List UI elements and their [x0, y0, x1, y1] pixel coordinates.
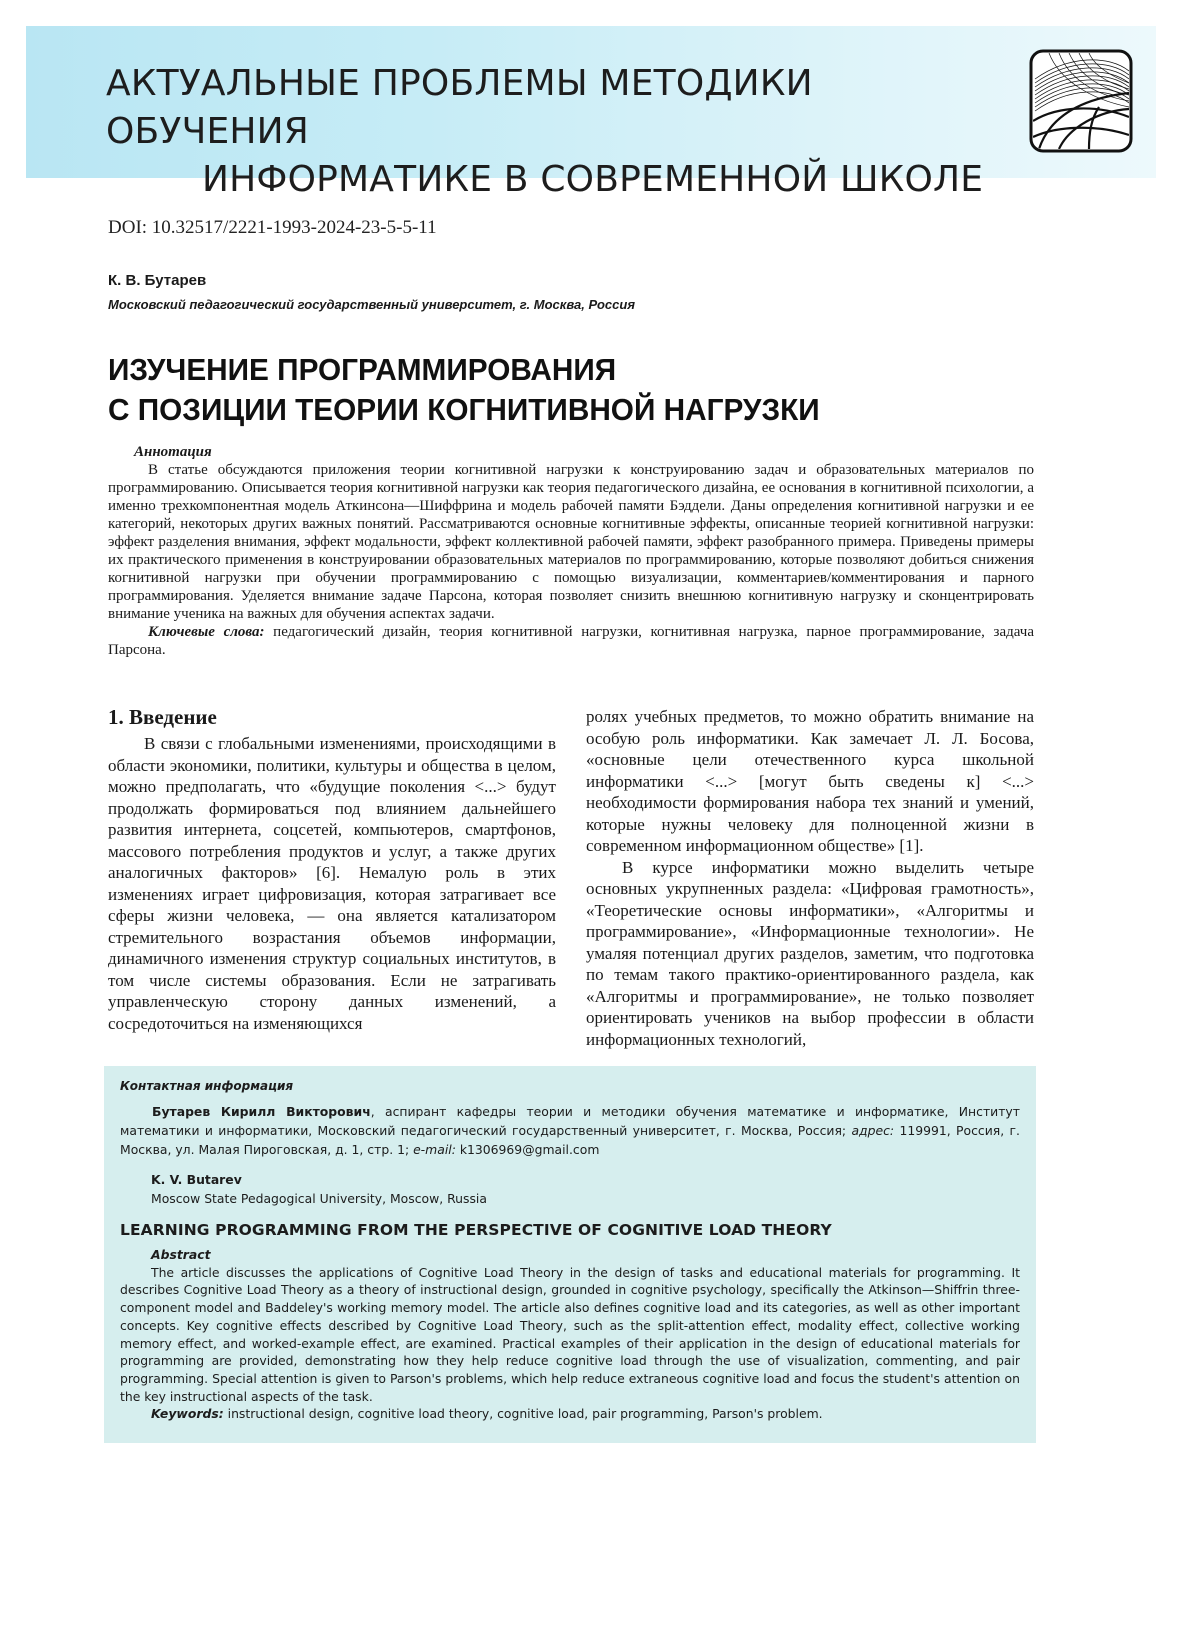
article-title-line2: С ПОЗИЦИИ ТЕОРИИ КОГНИТИВНОЙ НАГРУЗКИ — [108, 392, 820, 427]
en-author: K. V. Butarev — [151, 1172, 242, 1187]
body-paragraph: В связи с глобальными изменениями, происходящими в области экономики, политики, культуры и общества в целом, можно предполагать, что «будущие поколения <...> будут продолжать формироваться под влиянием дальнейшего развития интернета, соцсетей, компьютеров, смартфонов, массового потребления продуктов и услуг, а также других аналогичных факторов» [6]. Немалую роль в этих изменениях играет цифровизация, которая затрагивает все сферы жизни человека, — она является катализатором стремительного возрастания объемов информации, динамичного изменения структур социальных институтов, в том числе системы образования. Если не затрагивать управленческую сторону данных изменений, а сосредоточиться на изменяющихся — [108, 734, 556, 1033]
en-abstract — [120, 1246, 1020, 1423]
journal-title — [106, 60, 1006, 204]
abstract-heading: Аннотация — [134, 444, 212, 460]
journal-title-line1: АКТУАЛЬНЫЕ ПРОБЛЕМЫ МЕТОДИКИ ОБУЧЕНИЯ — [106, 63, 813, 152]
en-abstract-text: The article discusses the applications of Cognitive Load Theory in the design of tasks and educational materials for programming. It describes Cognitive Load Theory as a theory of instructional design, grounded in cognitive psychology, specifically the Atkinson—Shiffrin three-component model and Baddeley's working memory model. The article also defines cognitive load and its categories, as well as other important concepts. Key cognitive effects described by Cognitive Load Theory, such as the split-attention effect, modality effect, collective working memory effect, and worked-example effect, are examined. Practical examples of their application in the design of educational materials for programming are provided, demonstrating how they help reduce cognitive load through the use of visualization, commenting, and pair programming. Special attention is given to Parson's problems, which help reduce extraneous cognitive load and focus the student's attention on the key instructional aspects of the task. — [120, 1264, 1020, 1404]
abstract — [108, 443, 1034, 659]
body-paragraph: ролях учебных предметов, то можно обратить внимание на особую роль информатики. Как замечает Л. Л. Босова, «основные цели отечественного курса школьной информатики <...> [могут быть сведены к] <...> необходимости формирования набора тех знаний и умений, которые нужны человеку для полноценной жизни в современном информационном обществе» [1]. — [586, 707, 1034, 855]
en-affiliation: Moscow State Pedagogical University, Moscow, Russia — [151, 1191, 487, 1206]
affiliation: Московский педагогический государственный университет, г. Москва, Россия — [108, 297, 635, 312]
body-left-column — [108, 733, 556, 1034]
contact-body — [120, 1102, 1020, 1159]
keywords-label: Ключевые слова: — [148, 624, 265, 640]
globe-grid-icon — [1029, 49, 1133, 153]
contact-details — [120, 1102, 1020, 1159]
contact-address: 119991, Россия, г. Москва, ул. Малая Пироговская, д. 1, стр. 1; — [120, 1123, 1020, 1157]
section-heading: 1. Введение — [108, 705, 217, 729]
en-abstract-heading: Abstract — [151, 1247, 211, 1262]
author: К. В. Бутарев — [108, 272, 207, 289]
contact-heading: Контактная информация — [120, 1079, 294, 1093]
article-title-line1: ИЗУЧЕНИЕ ПРОГРАММИРОВАНИЯ — [108, 352, 617, 387]
en-keywords-text: instructional design, cognitive load theory, cognitive load, pair programming, Parson's problem. — [223, 1406, 823, 1422]
body-paragraph: В курсе информатики можно выделить четыре основных укрупненных раздела: «Цифровая грамотность», «Теоретические основы информатики», «Алгоритмы и программирование», «Информационные технологии». Не умаляя потенциал других разделов, заметим, что подготовка по темам такого практико-ориентированного раздела, как «Алгоритмы и программирование», не только позволяет ориентировать учеников на выбор профессии в области информационных технологий, — [586, 857, 1034, 1049]
contact-info-box — [104, 1066, 1036, 1443]
address-label: адрес: — [851, 1123, 895, 1138]
keywords-text: педагогический дизайн, теория когнитивной нагрузки, когнитивная нагрузка, парное программирование, задача Парсона. — [108, 624, 1034, 658]
journal-title-line2: ИНФОРМАТИКЕ В СОВРЕМЕННОЙ ШКОЛЕ — [202, 159, 984, 200]
doi: DOI: 10.32517/2221-1993-2024-23-5-5-11 — [108, 217, 437, 238]
en-title: LEARNING PROGRAMMING FROM THE PERSPECTIVE OF COGNITIVE LOAD THEORY — [120, 1221, 832, 1239]
en-keywords-label: Keywords: — [151, 1406, 224, 1422]
email-label: e-mail: — [413, 1142, 456, 1157]
journal-banner — [26, 26, 1156, 200]
article-title — [108, 350, 972, 430]
contact-position: , аспирант кафедры теории и методики обучения математике и информатике, Институт математики и информатики, Московский педагогический государственный университет, г. Москва, Россия; — [120, 1104, 1020, 1138]
contact-name: Бутарев Кирилл Викторович — [152, 1104, 371, 1119]
en-keywords — [120, 1405, 1020, 1423]
en-author-block — [151, 1170, 487, 1208]
keywords — [108, 623, 1034, 659]
contact-email: k1306969@gmail.com — [455, 1142, 600, 1157]
abstract-text: В статье обсуждаются приложения теории когнитивной нагрузки к конструированию задач и образовательных материалов по программированию. Описывается теория когнитивной нагрузки как теория педагогического дизайна, ее основания в когнитивной психологии, а именно трехкомпонентная модель Аткинсона—Шиффрина и модель рабочей памяти Бэддели. Даны определения когнитивной нагрузки и ее категорий, некоторых других важных понятий. Рассматриваются основные когнитивные эффекты, описанные теорией когнитивной нагрузки: эффект разделения внимания, эффект модальности, эффект коллективной рабочей памяти, эффект разобранного примера. Приведены примеры их практического применения в конструировании образовательных материалов по программированию, которые позволяют добиться снижения когнитивной нагрузки при обучении программированию с помощью визуализации, комментариев/комментирования и парного программирования. Уделяется внимание задаче Парсона, которая позволяет снизить внешнюю когнитивную нагрузку и сконцентрировать внимание ученика на важных для обучения аспектах задачи. — [108, 462, 1034, 622]
body-right-column — [586, 706, 1034, 1050]
